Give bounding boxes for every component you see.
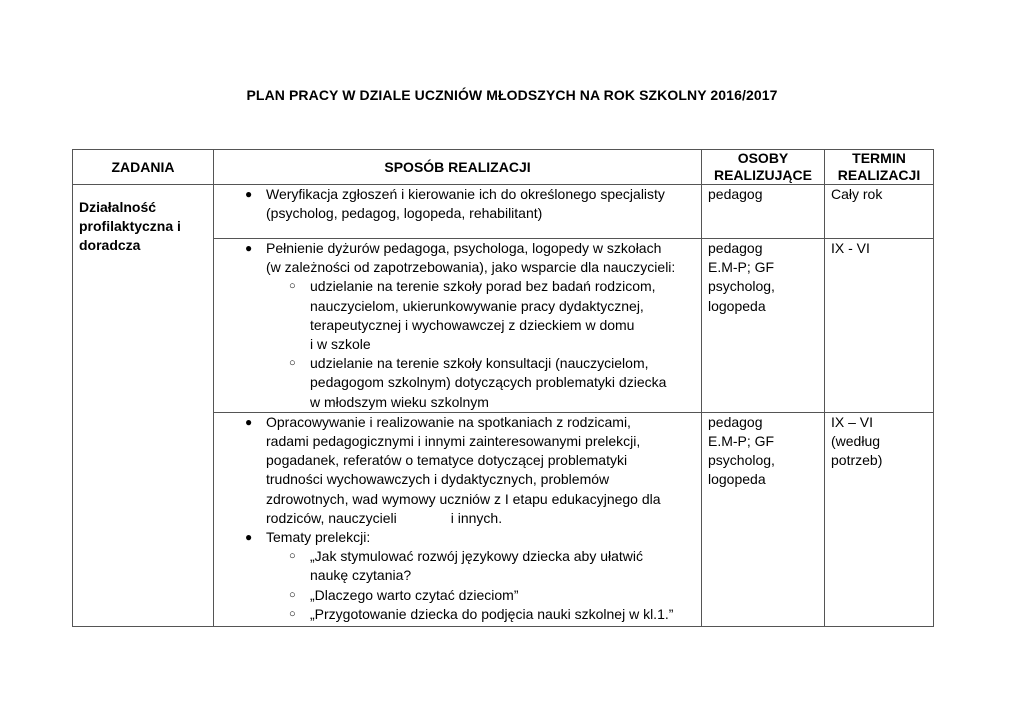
circle-bullet-icon: ○ bbox=[289, 357, 296, 370]
table-row bbox=[73, 185, 934, 239]
list-item: ● Pełnienie dyżurów pedagoga, psychologa, logopedy w szkołach (w zależności od zapotrzebowania), jako wsparcie dla nauczycieli: ○ udzielanie na terenie szkoły porad bez badań rodzicom, nauczycielom, ukierunkowywanie pracy dydaktycznej, terapeutycznej i wychowawczej z dzieckiem w domu i w szkole ○ udzielanie na terenie szkoły konsultacji (nauczycielom, pedagogom szkolnym) dotyczących problematyki dziecka w młodszym wieku szkolnym bbox=[266, 239, 697, 412]
sub-list-item: ○ „Jak stymulować rozwój językowy dziecka aby ułatwić naukę czytania? bbox=[289, 548, 643, 584]
osoby-cell: pedagog E.M-P; GF psycholog, logopeda bbox=[702, 239, 825, 413]
termin-cell: Cały rok bbox=[825, 185, 934, 239]
termin-cell: IX – VI (według potrzeb) bbox=[825, 412, 934, 626]
list-item: ● Opracowywanie i realizowanie na spotkaniach z rodzicami, radami pedagogicznymi i innymi zainteresowanymi prelekcji, pogadanek, referatów o tematyce dotyczącej problematyki trudności wychowawczych i dydaktycznych, problemów zdrowotnych, wad wymowy uczniów z I etapu edukacyjnego dla rodziców, nauczycieli i innych. bbox=[245, 413, 661, 526]
list-item: ● Tematy prelekcji: ○ „Jak stymulować rozwój językowy dziecka aby ułatwić naukę czytania? ○ „Dlaczego warto czytać dzieciom” ○ „Przygotowanie dziecka do podjęcia nauki szkolnej w kl.1.” bbox=[266, 528, 697, 624]
osoby-cell: pedagog E.M-P; GF psycholog, logopeda bbox=[702, 412, 825, 626]
termin-cell: IX - VI bbox=[825, 239, 934, 413]
header-zadania: ZADANIA bbox=[73, 150, 214, 185]
header-osoby-line2: REALIZUJĄCE bbox=[713, 167, 812, 183]
header-row bbox=[73, 150, 934, 185]
plan-table bbox=[72, 149, 934, 627]
task-label: Działalność profilaktyczna i doradcza bbox=[79, 199, 181, 254]
circle-bullet-icon: ○ bbox=[289, 550, 296, 563]
list-item: ● Weryfikacja zgłoszeń i kierowanie ich do określonego specjalisty (psycholog, pedagog, logopeda, rehabilitant) bbox=[245, 186, 665, 222]
sposob-cell bbox=[214, 185, 702, 239]
circle-bullet-icon: ○ bbox=[289, 607, 296, 620]
circle-bullet-icon: ○ bbox=[289, 588, 296, 601]
sub-list-item: ○ „Przygotowanie dziecka do podjęcia nauki szkolnej w kl.1.” bbox=[310, 605, 697, 624]
sub-list-item: ○ udzielanie na terenie szkoły porad bez badań rodzicom, nauczycielom, ukierunkowywanie pracy dydaktycznej, terapeutycznej i wychowawczej z dzieckiem w domu i w szkole bbox=[289, 278, 656, 353]
header-termin-line1: TERMIN bbox=[852, 150, 906, 166]
bullet-icon: ● bbox=[245, 241, 253, 255]
sposob-cell bbox=[214, 239, 702, 413]
header-termin bbox=[825, 150, 934, 185]
header-sposob: SPOSÓB REALIZACJI bbox=[214, 150, 702, 185]
document-title: PLAN PRACY W DZIALE UCZNIÓW MŁODSZYCH NA ROK SZKOLNY 2016/2017 bbox=[246, 87, 778, 103]
sub-list-item: ○ „Dlaczego warto czytać dzieciom” bbox=[310, 586, 697, 605]
header-osoby bbox=[702, 150, 825, 185]
header-osoby-line1: OSOBY bbox=[737, 150, 789, 166]
header-termin-line2: REALIZACJI bbox=[837, 167, 921, 183]
task-cell bbox=[73, 185, 214, 627]
bullet-icon: ● bbox=[245, 530, 253, 545]
osoby-cell: pedagog bbox=[702, 185, 825, 239]
circle-bullet-icon: ○ bbox=[289, 280, 296, 293]
sposob-cell bbox=[214, 412, 702, 626]
bullet-icon: ● bbox=[245, 187, 253, 201]
bullet-icon: ● bbox=[245, 414, 253, 429]
sub-list-item: ○ udzielanie na terenie szkoły konsultacji (nauczycielom, pedagogom szkolnym) dotyczących problematyki dziecka w młodszym wieku szkolnym bbox=[289, 355, 667, 410]
